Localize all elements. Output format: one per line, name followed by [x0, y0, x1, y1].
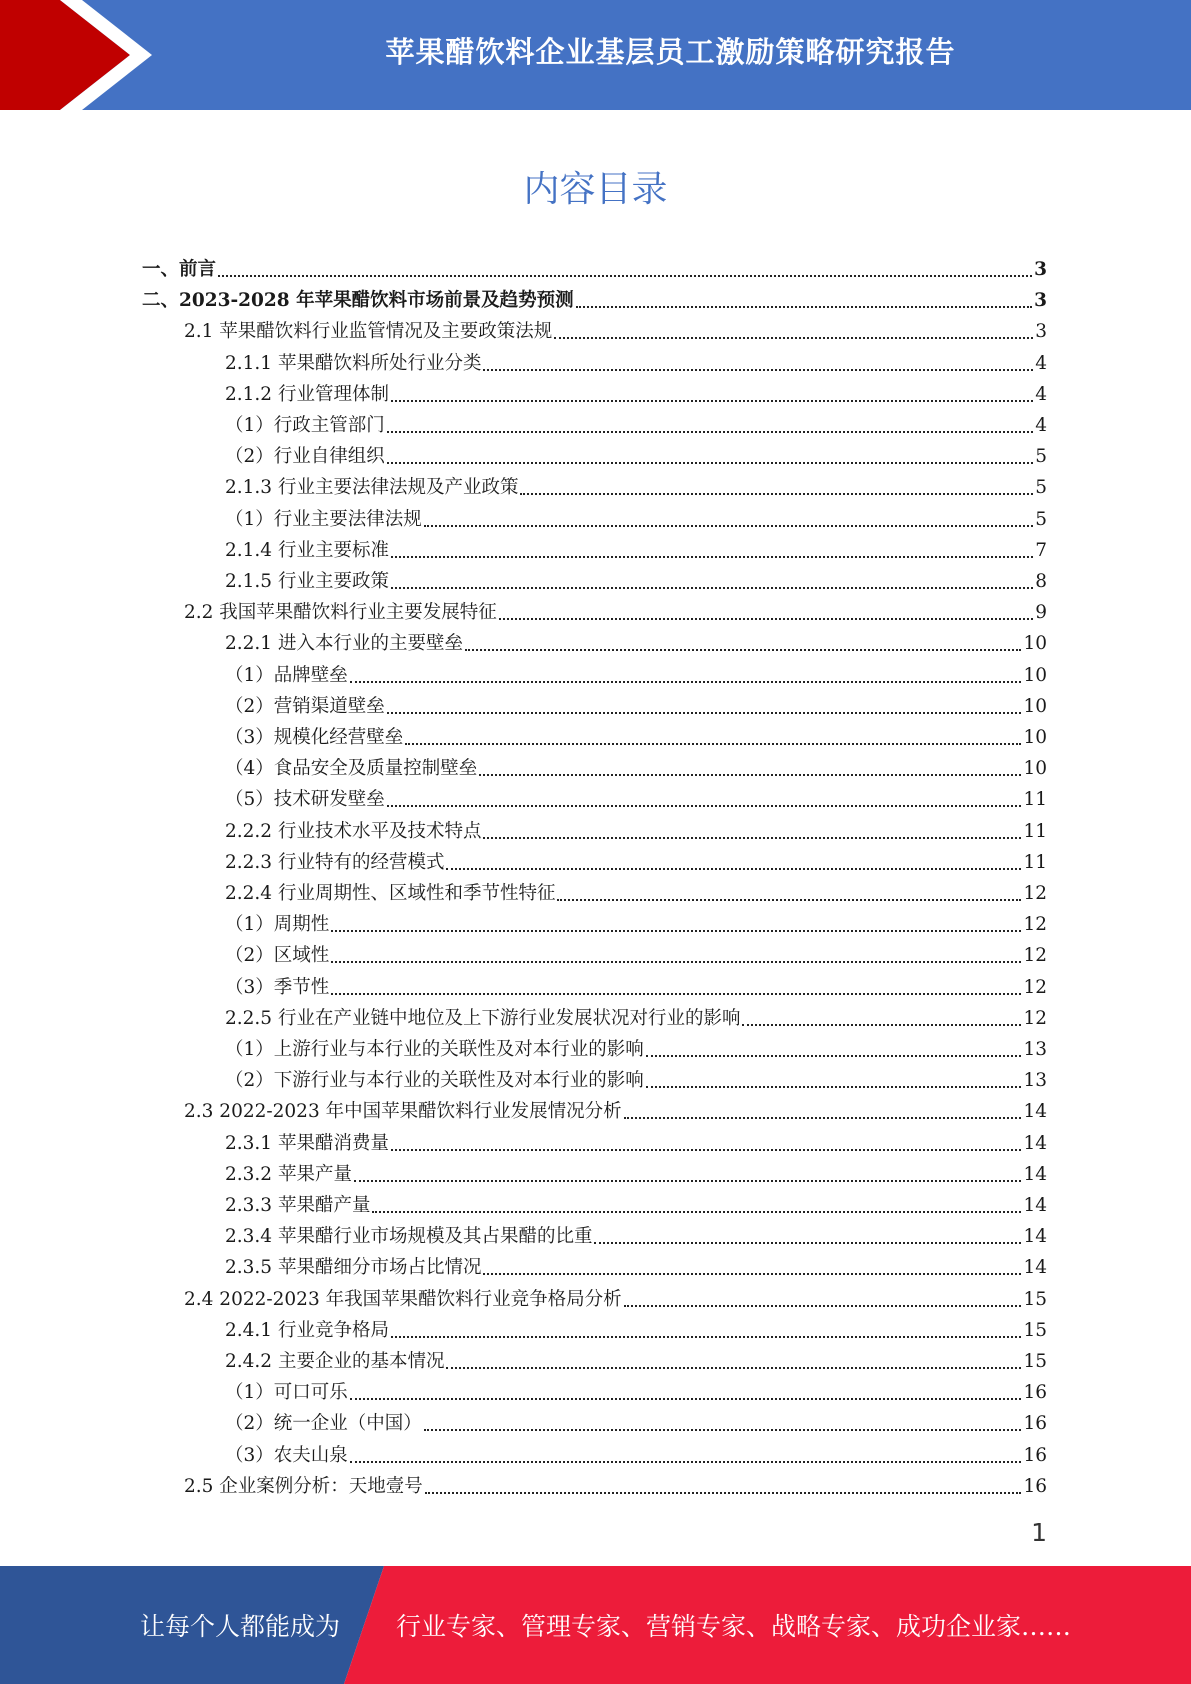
toc-dot-leader [594, 1242, 1021, 1244]
toc-entry-label: 2.3.5 苹果醋细分市场占比情况 [225, 1257, 482, 1279]
toc-entry-label: （3）农夫山泉 [225, 1444, 348, 1466]
toc-entry[interactable] [225, 1315, 1047, 1346]
toc-dot-leader [425, 1492, 1022, 1494]
toc-entry[interactable] [225, 1408, 1047, 1439]
toc-dot-leader [387, 462, 1033, 464]
toc-entry-page: 15 [1023, 1319, 1047, 1341]
toc-entry[interactable] [225, 909, 1047, 940]
toc-dot-leader [624, 1305, 1022, 1307]
toc-entry-page: 3 [1034, 290, 1047, 312]
toc-entry-page: 4 [1035, 415, 1047, 436]
toc-entry[interactable] [225, 691, 1047, 722]
toc-dot-leader [465, 649, 1021, 651]
toc-entry-page: 10 [1023, 758, 1047, 780]
toc-entry[interactable] [225, 1252, 1047, 1283]
toc-entry[interactable] [225, 722, 1047, 753]
toc-entry-label: （2）营销渠道壁垒 [225, 695, 385, 717]
toc-heading: 内容目录 [523, 169, 668, 210]
toc-entry-label: 2.3.4 苹果醋行业市场规模及其占果醋的比重 [225, 1226, 593, 1248]
toc-entry[interactable] [225, 660, 1047, 691]
toc-entry-label: 2.3.3 苹果醋产量 [225, 1195, 371, 1216]
toc-entry[interactable] [142, 285, 1047, 316]
toc-dot-leader [576, 306, 1033, 308]
toc-entry-label: 2.2.2 行业技术水平及技术特点 [225, 820, 482, 842]
toc-entry-label: （3）规模化经营壁垒 [225, 727, 404, 748]
toc-entry[interactable] [225, 410, 1047, 441]
toc-entry-page: 15 [1023, 1351, 1047, 1372]
toc-entry-page: 12 [1023, 945, 1047, 967]
toc-dot-leader [391, 556, 1033, 558]
toc-entry[interactable] [142, 254, 1047, 285]
toc-entry-label: （1）品牌壁垒 [225, 664, 348, 686]
toc-dot-leader [387, 712, 1022, 714]
toc-entry-label: （2）区域性 [225, 945, 330, 967]
toc-entry-page: 4 [1035, 352, 1047, 374]
toc-entry[interactable] [225, 1190, 1047, 1221]
footer-slogan-right: 行业专家、管理专家、营销专家、战略专家、成功企业家…… [396, 1612, 1072, 1641]
toc-entry-label: （2）行业自律组织 [225, 446, 385, 468]
toc-entry-label: 2.2 我国苹果醋饮料行业主要发展特征 [184, 602, 497, 624]
toc-dot-leader [350, 1398, 1022, 1400]
toc-entry-label: 2.2.1 进入本行业的主要壁垒 [225, 633, 463, 655]
toc-entry-page: 4 [1035, 383, 1047, 405]
toc-dot-leader [391, 1336, 1021, 1338]
toc-entry[interactable] [225, 628, 1047, 659]
toc-entry-page: 9 [1035, 602, 1047, 624]
toc-entry-page: 16 [1023, 1413, 1047, 1435]
toc-entry-label: 2.1.4 行业主要标准 [225, 539, 389, 561]
toc-entry-page: 14 [1023, 1132, 1047, 1154]
report-title: 苹果醋饮料企业基层员工激励策略研究报告 [385, 34, 956, 69]
toc-dot-leader [499, 618, 1033, 620]
toc-entry[interactable] [184, 597, 1047, 628]
toc-entry-label: （1）周期性 [225, 914, 330, 936]
toc-entry-label: 2.4 2022-2023 年我国苹果醋饮料行业竞争格局分析 [184, 1288, 622, 1310]
toc-entry-label: 2.1 苹果醋饮料行业监管情况及主要政策法规 [184, 321, 553, 343]
toc-entry[interactable] [225, 348, 1047, 379]
toc-entry-label: （4）食品安全及质量控制壁垒 [225, 758, 478, 780]
toc-entry-page: 12 [1023, 883, 1047, 904]
toc-entry-page: 3 [1034, 259, 1047, 280]
toc-entry-label: （1）上游行业与本行业的关联性及对本行业的影响 [225, 1039, 644, 1060]
toc-entry-page: 13 [1023, 1070, 1047, 1092]
toc-dot-leader [557, 899, 1021, 901]
toc-entry-page: 11 [1023, 789, 1047, 811]
toc-entry-page: 12 [1023, 976, 1047, 998]
toc-dot-leader [387, 805, 1022, 807]
toc-dot-leader [391, 587, 1033, 589]
toc-dot-leader [354, 1180, 1022, 1182]
toc-entry[interactable] [225, 566, 1047, 597]
toc-dot-leader [372, 1211, 1021, 1213]
toc-entry-page: 10 [1023, 664, 1047, 686]
toc-entry-page: 13 [1023, 1039, 1047, 1060]
toc-entry-label: 2.1.5 行业主要政策 [225, 571, 389, 592]
toc-entry-label: 二、2023-2028 年苹果醋饮料市场前景及趋势预测 [142, 290, 574, 312]
toc-entry-label: 2.2.3 行业特有的经营模式 [225, 851, 445, 873]
toc-entry-page: 16 [1023, 1475, 1047, 1497]
toc-entry-label: （2）下游行业与本行业的关联性及对本行业的影响 [225, 1070, 644, 1092]
toc-entry[interactable] [225, 940, 1047, 971]
toc-entry[interactable] [184, 1471, 1047, 1502]
toc-dot-leader [742, 1024, 1021, 1026]
toc-entry-label: 2.1.3 行业主要法律法规及产业政策 [225, 477, 519, 499]
toc-entry-page: 12 [1023, 1007, 1047, 1029]
toc-entry[interactable] [225, 1128, 1047, 1159]
toc-dot-leader [391, 400, 1033, 402]
toc-entry-page: 5 [1035, 446, 1047, 468]
toc-entry[interactable] [225, 535, 1047, 566]
toc-entry-page: 10 [1023, 633, 1047, 655]
toc-entry[interactable] [225, 1003, 1047, 1034]
toc-entry[interactable] [225, 1065, 1047, 1096]
toc-dot-leader [331, 930, 1021, 932]
toc-dot-leader [446, 1367, 1021, 1369]
toc-dot-leader [424, 1429, 1022, 1431]
toc-entry[interactable] [225, 816, 1047, 847]
toc-entry-page: 3 [1035, 321, 1047, 343]
toc-dot-leader [350, 681, 1022, 683]
toc-entry-page: 12 [1023, 914, 1047, 936]
toc-entry-label: 2.3 2022-2023 年中国苹果醋饮料行业发展情况分析 [184, 1101, 622, 1123]
toc-entry[interactable] [184, 1096, 1047, 1127]
toc-dot-leader [350, 1461, 1022, 1463]
toc-entry-label: 2.2.5 行业在产业链中地位及上下游行业发展状况对行业的影响 [225, 1007, 741, 1029]
toc-entry[interactable] [225, 847, 1047, 878]
toc-entry[interactable] [225, 784, 1047, 815]
toc-entry-page: 10 [1023, 695, 1047, 717]
toc-entry-label: 一、前言 [142, 259, 217, 280]
toc-entry[interactable] [225, 1159, 1047, 1190]
header-band [0, 0, 1191, 110]
toc-entry[interactable] [184, 316, 1047, 347]
toc-entry-label: 2.5 企业案例分析：天地壹号 [184, 1475, 423, 1497]
toc-entry-label: （5）技术研发壁垒 [225, 789, 385, 811]
toc-entry-page: 5 [1035, 477, 1047, 499]
toc-dot-leader [624, 1117, 1022, 1119]
toc-dot-leader [387, 431, 1033, 433]
toc-entry-label: 2.4.1 行业竞争格局 [225, 1319, 389, 1341]
toc-dot-leader [479, 774, 1021, 776]
toc-entry[interactable] [225, 472, 1047, 503]
toc-entry-label: 2.4.2 主要企业的基本情况 [225, 1351, 445, 1372]
toc-entry-label: 2.1.2 行业管理体制 [225, 383, 389, 405]
toc-entry[interactable] [225, 972, 1047, 1003]
toc-dot-leader [446, 868, 1021, 870]
toc-entry-page: 5 [1035, 508, 1047, 530]
footer-slogan-left: 让每个人都能成为 [140, 1612, 341, 1641]
toc-entry-page: 11 [1023, 851, 1047, 873]
toc-entry[interactable] [225, 1377, 1047, 1408]
toc-entry-page: 15 [1023, 1288, 1047, 1310]
toc-entry[interactable] [225, 1440, 1047, 1471]
toc-entry-label: 2.3.2 苹果产量 [225, 1163, 352, 1185]
toc-entry-page: 16 [1023, 1444, 1047, 1466]
toc-entry-page: 14 [1023, 1101, 1047, 1123]
toc-dot-leader [646, 1086, 1022, 1088]
toc-entry[interactable] [184, 1284, 1047, 1315]
footer-band [0, 1566, 1191, 1684]
toc-entry[interactable] [225, 878, 1047, 909]
toc-dot-leader [424, 525, 1033, 527]
toc-entry-page: 8 [1035, 571, 1047, 592]
toc-entry-label: 2.1.1 苹果醋饮料所处行业分类 [225, 352, 482, 374]
toc-entry[interactable] [225, 379, 1047, 410]
toc-entry-page: 14 [1023, 1195, 1047, 1216]
toc-entry[interactable] [225, 1034, 1047, 1065]
toc-entry-label: 2.3.1 苹果醋消费量 [225, 1132, 389, 1154]
toc-dot-leader [646, 1055, 1022, 1057]
toc-dot-leader [331, 961, 1021, 963]
toc-entry-page: 14 [1023, 1163, 1047, 1185]
toc-dot-leader [483, 837, 1021, 839]
toc-dot-leader [483, 1273, 1021, 1275]
toc-entry[interactable] [225, 504, 1047, 535]
toc-entry[interactable] [225, 441, 1047, 472]
toc-dot-leader [391, 1149, 1021, 1151]
toc-entry-label: （3）季节性 [225, 976, 330, 998]
toc-entry-label: （2）统一企业（中国） [225, 1413, 422, 1435]
toc-entry-page: 11 [1023, 820, 1047, 842]
toc-entry-page: 14 [1023, 1226, 1047, 1248]
toc-entry-page: 10 [1023, 727, 1047, 748]
toc-entry-page: 14 [1023, 1257, 1047, 1279]
toc-entry-page: 7 [1035, 539, 1047, 561]
toc-entry[interactable] [225, 1221, 1047, 1252]
toc-dot-leader [218, 275, 1032, 277]
toc-entry-page: 16 [1023, 1382, 1047, 1404]
toc-entry-label: （1）行政主管部门 [225, 415, 385, 436]
toc-dot-leader [520, 493, 1033, 495]
toc-entry[interactable] [225, 1346, 1047, 1377]
page-number: 1 [1031, 1518, 1047, 1547]
toc-entry-label: 2.2.4 行业周期性、区域性和季节性特征 [225, 883, 556, 904]
toc-entry-label: （1）行业主要法律法规 [225, 508, 422, 530]
toc-dot-leader [483, 369, 1033, 371]
toc-dot-leader [554, 337, 1033, 339]
toc-entry[interactable] [225, 753, 1047, 784]
toc-entry-label: （1）可口可乐 [225, 1382, 348, 1404]
toc-dot-leader [331, 993, 1021, 995]
toc-dot-leader [405, 743, 1021, 745]
